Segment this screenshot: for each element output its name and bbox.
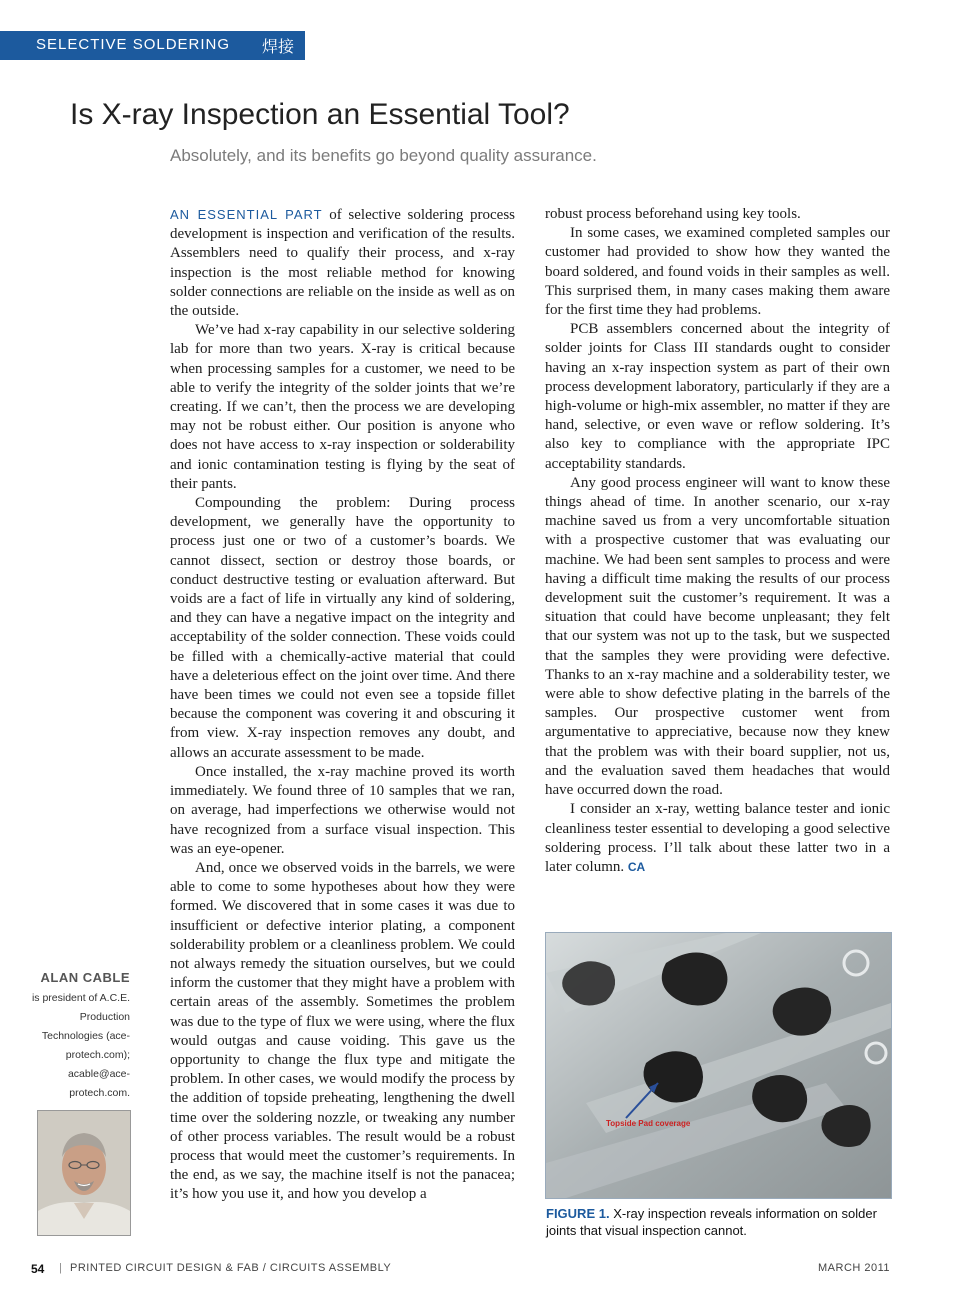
article-title: Is X-ray Inspection an Essential Tool? (70, 98, 570, 131)
author-photo (37, 1110, 131, 1236)
article-column-1 (170, 205, 515, 1205)
author-photo-illustration (38, 1111, 130, 1235)
paragraph: PCB assemblers concerned about the integrity of solder joints for Class III standards ought to consider having an x-ray inspection system as part of their own process development laboratory, particularly if they are a high-volume or high-mix assembler, no matter if they are hand, selective, or even wave or reflow soldering. It’s also key to compliance with the appropriate IPC acceptability standards. (545, 321, 890, 472)
author-box (20, 970, 130, 1103)
paragraph: robust process beforehand using key tools. (545, 206, 801, 222)
magazine-name: PRINTED CIRCUIT DESIGN & FAB / CIRCUITS ASSEMBLY (70, 1262, 392, 1274)
xray-figure (545, 932, 892, 1199)
paragraph: Any good process engineer will want to know these things ahead of time. In another scenario, our x-ray machine saved us from a very uncomfortable situation with a prospective customer that was evaluating our machine. We had been sent samples to process and were having a difficult time making the results of our process development suit the customer’s requirement. It was a situation that could have become unpleasant; they felt that our system was not up to the task, but we suspected that the samples they were providing were defective. Thanks to an x-ray machine and a solderability tester, we were able to show defective plating in the barrels of the samples. Our prospective customer went from argumentative to appreciative, because now they knew that the problem was with their board supplier, not us, and the evaluation saved them headaches that would have occurred down the road. (545, 474, 890, 799)
page-number: 54 (31, 1262, 45, 1276)
paragraph: Compounding the problem: During process development, we generally have the opportunity to process just one or two of a customer’s boards. We cannot dissect, section or destroy those boards, or conduct destructive testing or evaluation afterward. But voids are a fact of life in virtually any kind of soldering, and they can have a negative impact on the integrity and acceptability of the solder connection. These voids could be filled with a chemically-active material that could have a deleterious effect on the joint over time. And there have been times we could not even see a topside fillet because the component was covering it and obscuring it from view. X-ray inspection removes any doubt, and allows an accurate assessment to be made. (170, 495, 516, 761)
article-column-2 (545, 205, 890, 877)
article-subtitle: Absolutely, and its benefits go beyond quality assurance. (170, 146, 597, 165)
paragraph: Once installed, the x-ray machine proved its worth immediately. We found three of 10 samples that we ran, on average, had imperfections we otherwise would not have recognized from a surface visual inspection. This was an eye-opener. (170, 763, 515, 857)
paragraph: In some cases, we examined completed samples our customer had provided to show how they wanted the board soldered, and found voids in their samples as well. This surprised them, in many cases making them aware for the first time they had problems. (545, 225, 890, 319)
paragraph: I consider an x-ray, wetting balance tester and ionic cleanliness tester essential to developing a good selective soldering process. I’ll talk about these latter two in a later column. CA (545, 801, 890, 875)
author-bio: is president of A.C.E. Production Technologies (ace-protech.com); acable@ace-protech.com. (31, 992, 130, 1099)
figure-caption (546, 1205, 891, 1239)
paragraph: And, once we observed voids in the barrels, we were able to come to some hypotheses about how they were formed. We discovered that in some cases it was due to insufficient or defective interior plating, a component solderability problem or a cleanliness problem. We could not always remedy the situation ourselves, but we could inform the customer that they might have a problem with certain areas of the assembly. Sometimes the problem was due to the type of flux we were using, where the flux would outgas and cause voiding. This gave us the opportunity to change the flux type and mitigate the problem. In other cases, we would modify the process by the addition of topside preheating, lengthening the dwell time over the soldering nozzle, or tweaking any number of other process variables. The result would be a robust process that would meet the customer’s requirements. In the end, as we say, the machine itself is not the panacea; it’s how you use it, and how you develop a (170, 859, 515, 1203)
figure-label: FIGURE 1. (546, 1206, 610, 1221)
lead-in: AN ESSENTIAL PART (170, 207, 323, 222)
section-banner (0, 31, 305, 60)
xray-image (546, 933, 891, 1198)
section-label-chinese: 焊接 (262, 37, 295, 56)
figure-annotation: Topside Pad coverage (606, 1119, 691, 1128)
footer-separator: | (59, 1262, 62, 1274)
paragraph: We’ve had x-ray capability in our selective soldering lab for more than two years. X-ray is critical because when processing samples for a customer, we need to be able to verify the integrity of the solder joints that we’re creating. If we can’t, then the process we are developing may not be robust either. Our position is anyone who does not have access to x-ray inspection or solderability and ionic contamination testing is flying by the seat of their pants. (170, 322, 515, 492)
figure-caption-text: X-ray inspection reveals information on solder joints that visual inspection cannot. (546, 1206, 877, 1238)
end-mark: CA (627, 859, 646, 874)
section-label: SELECTIVE SOLDERING (36, 36, 231, 53)
issue-date: MARCH 2011 (818, 1262, 891, 1274)
paragraph: AN ESSENTIAL PART of selective soldering process development is inspection and verification of the results. Assemblers need to qualify their process, and x-ray inspection is the most reliable method for knowing solder connections are reliable on the inside as well as on the outside. (170, 207, 516, 320)
author-name: ALAN CABLE (40, 970, 130, 985)
